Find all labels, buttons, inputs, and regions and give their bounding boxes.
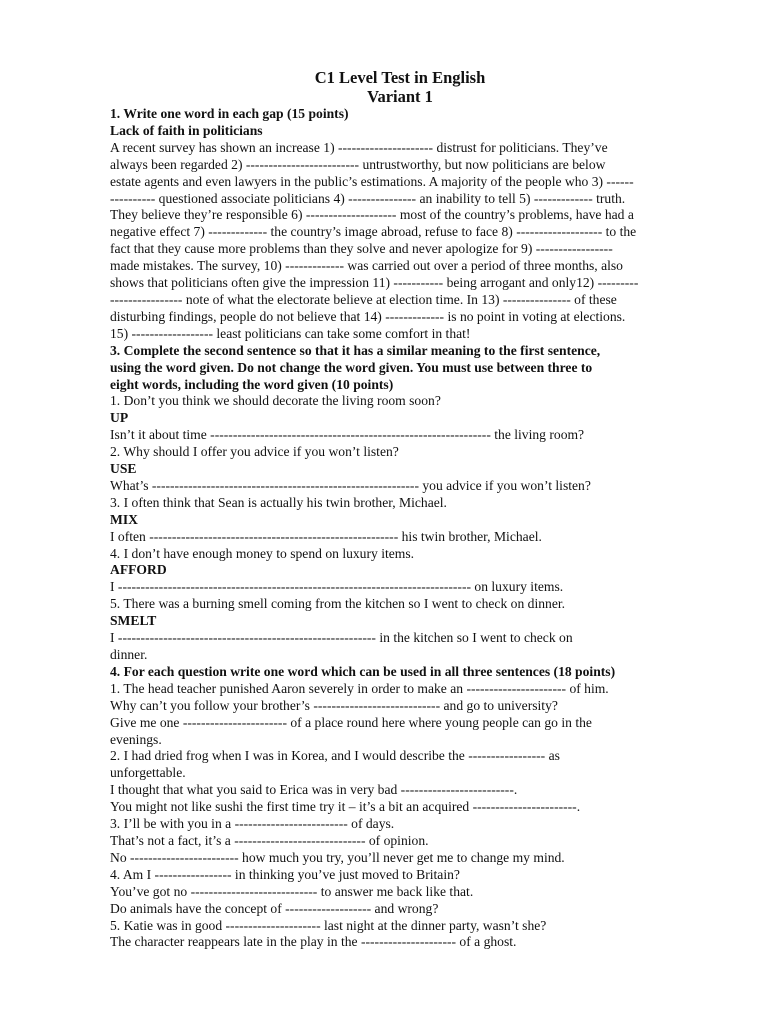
text-line: disturbing findings, people do not believe that 14) ------------- is no point in voting at elections.: [110, 308, 626, 324]
section-3-heading: using the word given. Do not change the word given. You must use between three to: [110, 359, 593, 375]
text-line: 4. Am I ----------------- in thinking you’ve just moved to Britain?: [110, 866, 460, 882]
variant-title: Variant 1: [367, 87, 433, 106]
text-line: They believe they’re responsible 6) -------------------- most of the country’s problems, have had a: [110, 207, 634, 223]
section-4-heading: 4. For each question write one word which can be used in all three sentences (18 points): [110, 663, 616, 679]
answer-line: I ------------------------------------------------------------------------------ on luxury items.: [110, 579, 564, 595]
question-text: 5. There was a burning smell coming from the kitchen so I went to check on dinner.: [110, 596, 566, 612]
key-word: SMELT: [110, 613, 157, 629]
section-3-heading: eight words, including the word given (10 points): [110, 376, 394, 392]
text-line: That’s not a fact, it’s a ----------------------------- of opinion.: [110, 832, 429, 848]
section-1-subheading: Lack of faith in politicians: [110, 122, 263, 138]
text-line: The character reappears late in the play in the --------------------- of a ghost.: [110, 934, 517, 950]
text-line: always been regarded 2) ------------------------- untrustworthy, but now politicians are below: [110, 156, 606, 172]
text-line: negative effect 7) ------------- the country’s image abroad, refuse to face 8) ------------------- to the: [110, 224, 637, 240]
text-line: 15) ------------------ least politicians can take some comfort in that!: [110, 325, 471, 341]
text-line: ---------------- note of what the electorate believe at election time. In 13) --------------- of these: [110, 291, 617, 307]
key-word: USE: [110, 461, 137, 477]
text-line: made mistakes. The survey, 10) ------------- was carried out over a period of three months, also: [110, 258, 623, 274]
text-line: ---------- questioned associate politicians 4) --------------- an inability to tell 5) ------------- truth.: [110, 190, 626, 206]
text-line: Why can’t you follow your brother’s ---------------------------- and go to university?: [110, 697, 558, 713]
text-line: Do animals have the concept of ------------------- and wrong?: [110, 900, 439, 916]
page-title: C1 Level Test in English: [314, 68, 486, 87]
text-line: You might not like sushi the first time try it – it’s a bit an acquired -----------------------.: [110, 799, 581, 815]
section-4: [110, 664, 690, 951]
question-text: 3. I often think that Sean is actually his twin brother, Michael.: [110, 494, 447, 510]
section-1-heading: 1. Write one word in each gap (15 points): [110, 106, 349, 121]
key-word: AFFORD: [110, 562, 167, 578]
text-line: shows that politicians often give the impression 11) ----------- being arrogant and only12) ---------: [110, 275, 639, 291]
text-line: 3. I’ll be with you in a ------------------------- of days.: [110, 816, 395, 832]
key-word: UP: [110, 410, 129, 426]
answer-line: I often ------------------------------------------------------- his twin brother, Michael.: [110, 528, 542, 544]
text-line: No ------------------------ how much you try, you’ll never get me to change my mind.: [110, 849, 565, 865]
section-3: [110, 343, 690, 664]
text-line: 1. The head teacher punished Aaron severely in order to make an ---------------------- of him.: [110, 680, 609, 696]
section-1: [110, 106, 690, 343]
text-line: You’ve got no ---------------------------- to answer me back like that.: [110, 883, 474, 899]
answer-line: What’s ----------------------------------------------------------- you advice if you won’t listen?: [110, 477, 591, 493]
key-word: MIX: [110, 511, 138, 527]
test-page: [110, 68, 690, 951]
text-line: I thought that what you said to Erica was in very bad -------------------------.: [110, 782, 518, 798]
text-line: A recent survey has shown an increase 1) --------------------- distrust for politicians. They’ve: [110, 139, 608, 155]
text-line: Give me one ----------------------- of a place round here where young people can go in the: [110, 714, 592, 730]
question-text: 1. Don’t you think we should decorate the living room soon?: [110, 393, 441, 409]
text-line: 5. Katie was in good --------------------- last night at the dinner party, wasn’t she?: [110, 917, 547, 933]
answer-line: Isn’t it about time -------------------------------------------------------------- the living room?: [110, 427, 585, 443]
text-line: evenings.: [110, 731, 162, 747]
text-line: fact that they cause more problems than they solve and never apologize for 9) -----------------: [110, 241, 613, 257]
answer-line: dinner.: [110, 647, 148, 662]
question-text: 2. Why should I offer you advice if you won’t listen?: [110, 444, 399, 460]
answer-line: I --------------------------------------------------------- in the kitchen so I went to check on: [110, 630, 573, 646]
text-line: estate agents and even lawyers in the public’s estimations. A majority of the people who 3) ------: [110, 173, 634, 189]
text-line: unforgettable.: [110, 765, 186, 781]
question-text: 4. I don’t have enough money to spend on luxury items.: [110, 545, 415, 561]
text-line: 2. I had dried frog when I was in Korea, and I would describe the ----------------- as: [110, 748, 560, 764]
section-3-heading: 3. Complete the second sentence so that it has a similar meaning to the first sentence,: [110, 342, 601, 358]
